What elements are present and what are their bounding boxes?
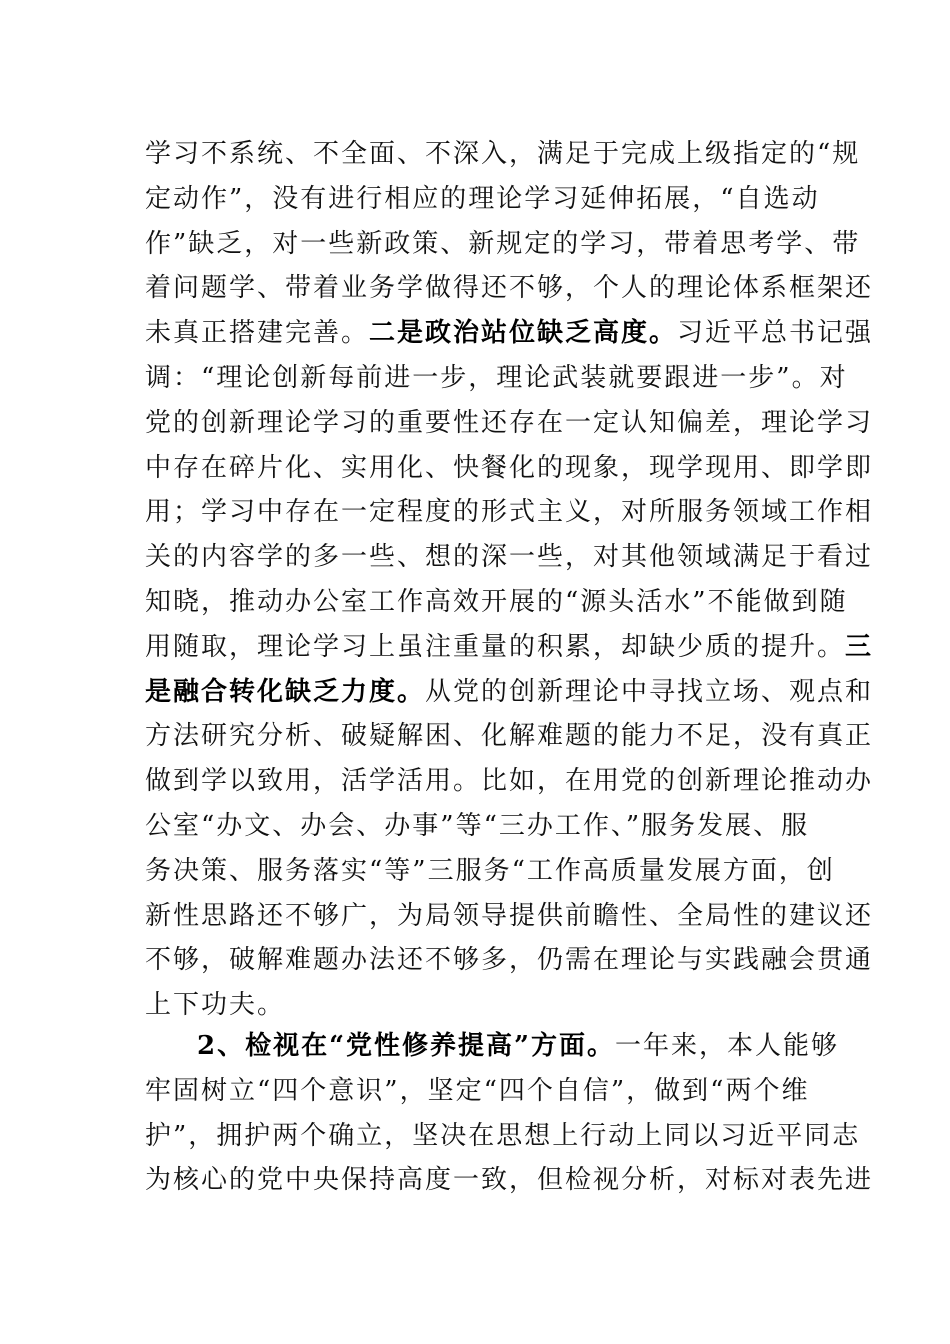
text-line [145,759,874,804]
text-line [145,401,874,446]
text-line [145,356,848,401]
bold-text-run: 二是政治站位缺乏高度。 [369,318,678,349]
text-run: 用随取，理论学习上虽注重量的积累，却缺少质的提升。 [145,631,846,662]
text-line [145,1158,874,1203]
text-run: 作”缺乏，对一些新政策、新规定的学习，带着思考学、带 [145,228,861,259]
text-line [145,535,874,580]
text-line [145,1114,861,1159]
text-run: 习近平总书记强 [677,318,874,349]
body-paragraph-2 [145,1024,874,1203]
text-run: 从党的创新理论中寻找立场、观点和 [425,676,874,707]
bold-text-run: 2、检视在“党性修养提高”方面。 [197,1031,616,1061]
text-run: 新性思路还不够广，为局领导提供前瞻性、全局性的建议还 [145,900,874,931]
bold-text-run: 三 [845,631,874,662]
text-run: 方法研究分析、破疑解困、化解难题的能力不足，没有真正 [145,721,874,752]
text-run: 学习不系统、不全面、不深入，满足于完成上级指定的“规 [145,139,861,169]
body-paragraph-1 [145,132,874,1028]
text-run: 做到学以致用，活学活用。比如，在用党的创新理论推动办 [145,766,874,797]
text-line [145,714,874,759]
text-run: 调：“理论创新每前进一步，理论武装就要跟进一步”。对 [145,362,848,393]
text-run: 定动作”，没有进行相应的理论学习延伸拓展，“自选动 [145,183,820,214]
text-line [145,625,874,670]
text-line [145,490,874,535]
text-line [145,938,874,983]
text-run: 为核心的党中央保持高度一致，但检视分析，对标对表先进 [145,1165,874,1196]
text-run: 知晓，推动办公室工作高效开展的“源头活水”不能做到随 [145,586,848,617]
text-line [145,580,848,625]
bold-text-run: 是融合转化缺乏力度。 [145,676,426,707]
text-line [145,177,820,222]
text-run: 牢固树立“四个意识”，坚定“四个自信”，做到“两个维 [145,1075,810,1106]
text-run: 务决策、服务落实“等”三服务“工作高质量发展方面，创 [145,855,835,886]
text-line [145,670,874,715]
text-line [145,222,861,267]
text-run: 不够，破解难题办法还不够多，仍需在理论与实践融会贯通 [145,945,874,976]
text-run: 护”，拥护两个确立，坚决在思想上行动上同以习近平同志 [145,1120,861,1151]
text-line [145,849,835,894]
text-run: 公室“办文、办会、办事”等“三办工作、”服务发展、服 [145,810,810,841]
text-run: 用；学习中存在一定程度的形式主义，对所服务领域工作相 [145,497,874,528]
text-run: 上下功夫。 [145,990,286,1021]
text-run: 未真正搭建完善。 [145,318,370,349]
text-run: 关的内容学的多一些、想的深一些，对其他领域满足于看过 [145,542,874,573]
text-line [145,983,809,1028]
text-run: 中存在碎片化、实用化、快餐化的现象，现学现用、即学即 [145,452,874,483]
text-run: 着问题学、带着业务学做得还不够，个人的理论体系框架还 [145,273,874,304]
text-run: 一年来，本人能够 [615,1031,840,1061]
text-line [145,894,874,939]
text-line [145,132,861,177]
text-line [145,446,874,491]
text-line [145,1069,809,1114]
text-line [145,804,809,849]
text-line [145,266,874,311]
text-run: 党的创新理论学习的重要性还存在一定认知偏差，理论学习 [145,407,874,438]
text-line [145,311,874,356]
text-line [145,1024,840,1069]
